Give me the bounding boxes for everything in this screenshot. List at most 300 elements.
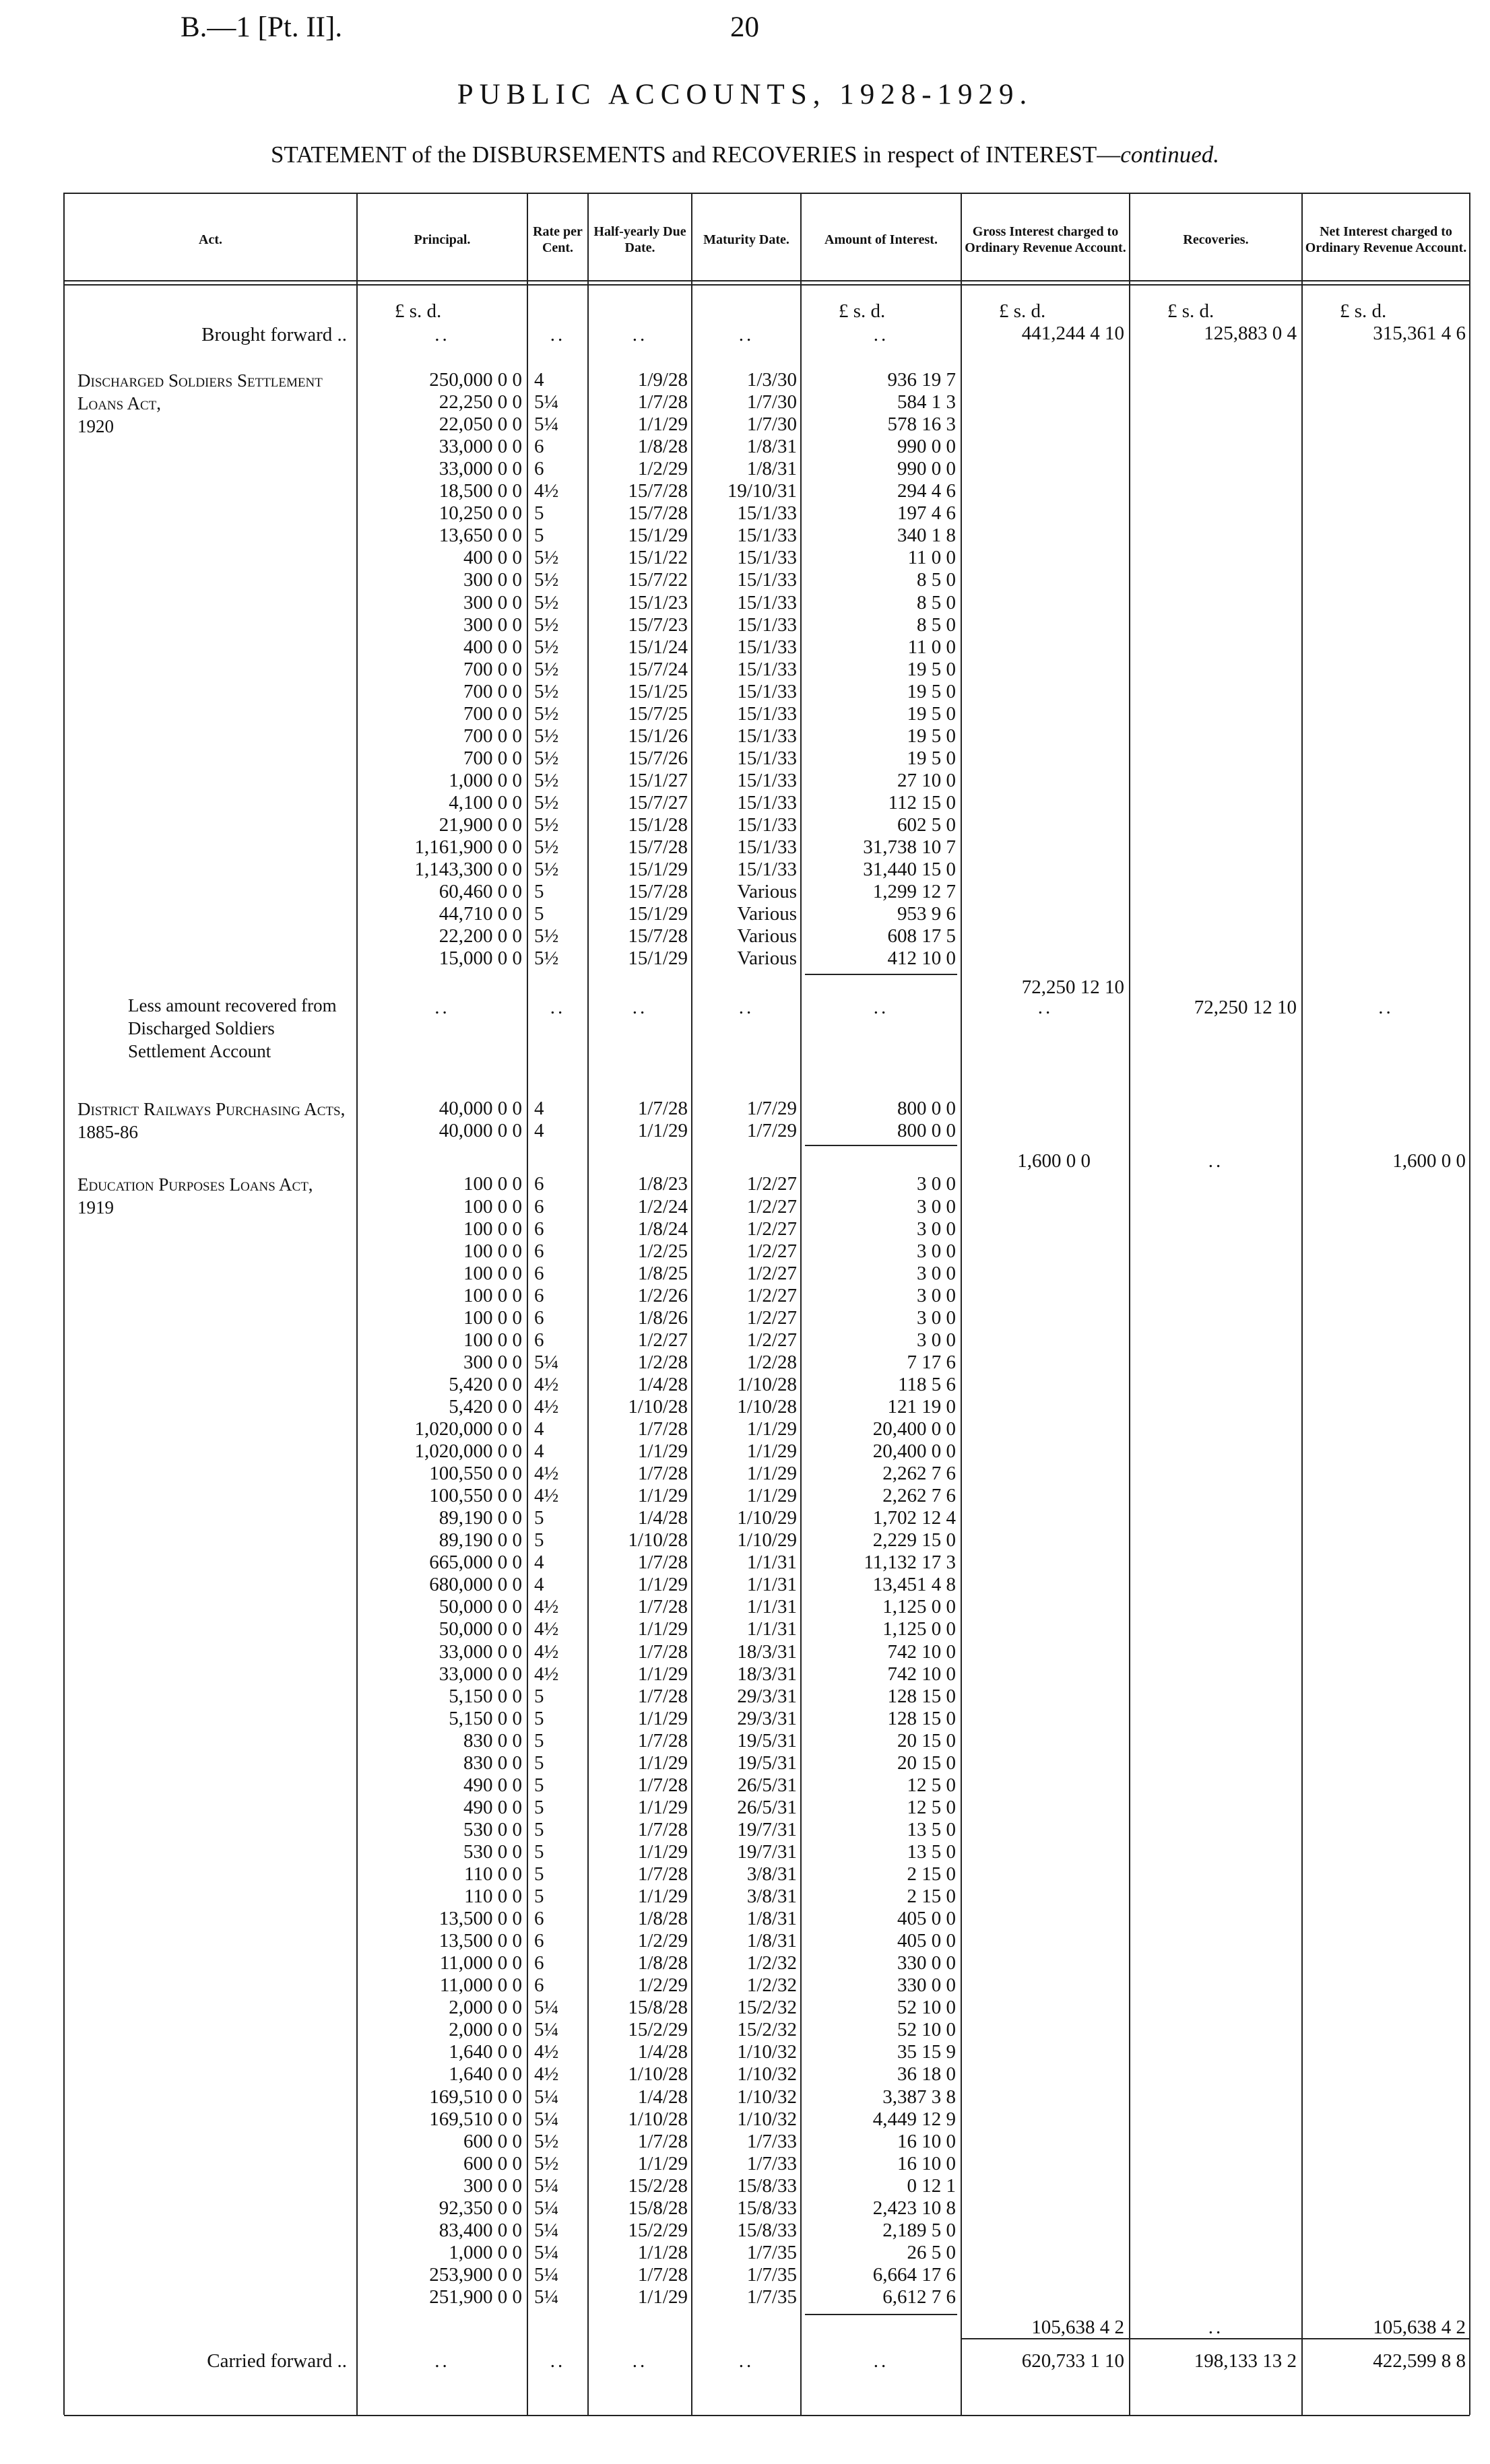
due-date-cell: 15/1/24 bbox=[628, 636, 688, 658]
rate-cell: 5½ bbox=[534, 2130, 559, 2152]
due-date-cell: 1/7/28 bbox=[637, 1685, 688, 1707]
section-gross-total: 105,638 4 2 bbox=[1031, 2317, 1124, 2338]
principal-cell: 5,150 0 0 bbox=[449, 1685, 522, 1707]
placeholder-dots: .. bbox=[434, 324, 450, 345]
interest-amount-cell: 2,262 7 6 bbox=[882, 1485, 956, 1507]
recoveries-dots: .. bbox=[1208, 2317, 1224, 2338]
column-header: Amount of Interest. bbox=[824, 232, 938, 247]
interest-amount-cell: 584 1 3 bbox=[897, 391, 956, 413]
rate-cell: 5¼ bbox=[534, 2108, 559, 2130]
due-date-cell: 1/8/23 bbox=[637, 1173, 688, 1195]
maturity-date-cell: 15/1/33 bbox=[737, 791, 797, 813]
maturity-date-cell: 1/7/30 bbox=[746, 391, 797, 413]
interest-amount-cell: 36 18 0 bbox=[897, 2063, 956, 2086]
rate-cell: 5 bbox=[534, 1774, 544, 1796]
row-rule bbox=[64, 280, 1470, 281]
due-date-cell: 15/7/28 bbox=[628, 925, 688, 947]
currency-units: £ s. d. bbox=[1167, 300, 1214, 322]
table-row bbox=[64, 1120, 1470, 1142]
table-row bbox=[64, 636, 1470, 659]
rate-cell: 4½ bbox=[534, 1596, 559, 1618]
maturity-date-cell: 1/1/29 bbox=[746, 1485, 797, 1507]
due-date-cell: 1/2/26 bbox=[637, 1284, 688, 1306]
principal-cell: 100,550 0 0 bbox=[429, 1463, 522, 1485]
principal-cell: 1,000 0 0 bbox=[449, 2241, 522, 2263]
principal-cell: 21,900 0 0 bbox=[439, 814, 522, 836]
section-net-total: 105,638 4 2 bbox=[1373, 2317, 1466, 2338]
principal-cell: 490 0 0 bbox=[463, 1796, 522, 1818]
rate-cell: 5½ bbox=[534, 2152, 559, 2174]
rate-cell: 5¼ bbox=[534, 2241, 559, 2263]
interest-amount-cell: 2 15 0 bbox=[907, 1886, 956, 1908]
table-row bbox=[64, 2086, 1470, 2108]
principal-cell: 680,000 0 0 bbox=[429, 1574, 522, 1596]
brought-forward-recoveries: 125,883 0 4 bbox=[1204, 323, 1297, 344]
maturity-date-cell: 1/8/31 bbox=[746, 1908, 797, 1930]
rate-cell: 6 bbox=[534, 1240, 544, 1262]
interest-table bbox=[64, 193, 1470, 2415]
maturity-date-cell: 19/5/31 bbox=[737, 1752, 797, 1774]
principal-cell: 530 0 0 bbox=[463, 1818, 522, 1840]
principal-cell: 89,190 0 0 bbox=[439, 1529, 522, 1552]
interest-amount-cell: 128 15 0 bbox=[887, 1707, 956, 1729]
rate-cell: 5¼ bbox=[534, 1997, 559, 2019]
principal-cell: 600 0 0 bbox=[463, 2152, 522, 2174]
table-row bbox=[64, 1797, 1470, 1819]
table-row bbox=[64, 1440, 1470, 1463]
rate-cell: 4½ bbox=[534, 1640, 559, 1663]
maturity-date-cell: 1/2/27 bbox=[746, 1284, 797, 1306]
table-row bbox=[64, 2153, 1470, 2175]
due-date-cell: 15/7/28 bbox=[628, 502, 688, 525]
interest-amount-cell: 19 5 0 bbox=[907, 680, 956, 702]
page-number: 20 bbox=[730, 11, 759, 43]
maturity-date-cell: 15/2/32 bbox=[737, 1997, 797, 2019]
principal-cell: 253,900 0 0 bbox=[429, 2263, 522, 2286]
subtotal-rule bbox=[805, 2314, 957, 2315]
table-row bbox=[64, 925, 1470, 947]
maturity-date-cell: 15/1/33 bbox=[737, 747, 797, 769]
brought-forward-label: Brought forward .. bbox=[201, 324, 347, 345]
interest-amount-cell: 3 0 0 bbox=[917, 1173, 956, 1195]
table-row bbox=[64, 1596, 1470, 1618]
interest-amount-cell: 128 15 0 bbox=[887, 1685, 956, 1707]
interest-amount-cell: 578 16 3 bbox=[887, 413, 956, 436]
header-rule-bottom bbox=[64, 284, 1470, 286]
principal-cell: 110 0 0 bbox=[464, 1886, 522, 1908]
interest-amount-cell: 405 0 0 bbox=[897, 1930, 956, 1952]
maturity-date-cell: 15/1/33 bbox=[737, 658, 797, 680]
interest-amount-cell: 3 0 0 bbox=[917, 1195, 956, 1218]
rate-cell: 5½ bbox=[534, 569, 559, 591]
table-row bbox=[64, 1997, 1470, 2019]
placeholder-dots: .. bbox=[550, 2350, 566, 2372]
due-date-cell: 1/1/29 bbox=[637, 1574, 688, 1596]
principal-cell: 1,143,300 0 0 bbox=[414, 859, 522, 881]
rate-cell: 4½ bbox=[534, 1618, 559, 1640]
rate-cell: 5 bbox=[534, 1729, 544, 1752]
principal-cell: 530 0 0 bbox=[463, 1840, 522, 1863]
interest-amount-cell: 800 0 0 bbox=[897, 1098, 956, 1120]
interest-amount-cell: 3 0 0 bbox=[917, 1306, 956, 1329]
column-header: Act. bbox=[199, 232, 222, 247]
interest-amount-cell: 4,449 12 9 bbox=[872, 2108, 956, 2130]
table-row bbox=[64, 2041, 1470, 2063]
principal-cell: 100,550 0 0 bbox=[429, 1485, 522, 1507]
rate-cell: 6 bbox=[534, 1284, 544, 1306]
due-date-cell: 15/7/27 bbox=[628, 791, 688, 813]
maturity-date-cell: 15/1/33 bbox=[737, 547, 797, 569]
table-row bbox=[64, 2131, 1470, 2153]
principal-cell: 490 0 0 bbox=[463, 1774, 522, 1796]
interest-amount-cell: 6,664 17 6 bbox=[872, 2263, 956, 2286]
principal-cell: 13,500 0 0 bbox=[439, 1930, 522, 1952]
table-row bbox=[64, 1418, 1470, 1440]
maturity-date-cell: 1/10/29 bbox=[737, 1529, 797, 1552]
maturity-date-cell: 1/8/31 bbox=[746, 458, 797, 480]
due-date-cell: 15/7/22 bbox=[628, 569, 688, 591]
table-row bbox=[64, 547, 1470, 569]
principal-cell: 1,640 0 0 bbox=[449, 2041, 522, 2063]
rate-cell: 5½ bbox=[534, 747, 559, 769]
statement-subtitle bbox=[0, 141, 1490, 168]
maturity-date-cell: 15/1/33 bbox=[737, 702, 797, 725]
table-row bbox=[64, 1240, 1470, 1263]
maturity-date-cell: 29/3/31 bbox=[737, 1707, 797, 1729]
table-row bbox=[64, 614, 1470, 636]
section-net-total: 1,600 0 0 bbox=[1392, 1150, 1466, 1172]
maturity-date-cell: 1/3/30 bbox=[746, 369, 797, 391]
row-rule bbox=[64, 193, 1470, 194]
principal-cell: 100 0 0 bbox=[463, 1306, 522, 1329]
maturity-date-cell: 1/2/27 bbox=[746, 1306, 797, 1329]
table-row bbox=[64, 1841, 1470, 1863]
rate-cell: 5¼ bbox=[534, 391, 559, 413]
rate-cell: 5¼ bbox=[534, 1351, 559, 1373]
maturity-date-cell: 26/5/31 bbox=[737, 1774, 797, 1796]
interest-amount-cell: 12 5 0 bbox=[907, 1796, 956, 1818]
interest-amount-cell: 1,299 12 7 bbox=[872, 881, 956, 903]
maturity-date-cell: 15/1/33 bbox=[737, 613, 797, 636]
rate-cell: 4½ bbox=[534, 1663, 559, 1685]
maturity-date-cell: 15/1/33 bbox=[737, 502, 797, 525]
maturity-date-cell: 1/1/31 bbox=[746, 1574, 797, 1596]
maturity-date-cell: 15/8/33 bbox=[737, 2197, 797, 2219]
placeholder-dots: .. bbox=[434, 997, 450, 1019]
principal-cell: 40,000 0 0 bbox=[439, 1120, 522, 1142]
principal-cell: 1,640 0 0 bbox=[449, 2063, 522, 2086]
interest-amount-cell: 990 0 0 bbox=[897, 436, 956, 458]
interest-amount-cell: 2,262 7 6 bbox=[882, 1463, 956, 1485]
principal-cell: 5,150 0 0 bbox=[449, 1707, 522, 1729]
column-header: Gross Interest charged to Ordinary Revenue Account. bbox=[965, 224, 1126, 255]
due-date-cell: 15/1/28 bbox=[628, 814, 688, 836]
due-date-cell: 1/1/29 bbox=[637, 2286, 688, 2308]
due-date-cell: 1/7/28 bbox=[637, 1774, 688, 1796]
table-row bbox=[64, 1686, 1470, 1708]
table-row bbox=[64, 1285, 1470, 1307]
interest-amount-cell: 6,612 7 6 bbox=[882, 2286, 956, 2308]
maturity-date-cell: 15/1/33 bbox=[737, 525, 797, 547]
due-date-cell: 1/7/28 bbox=[637, 1863, 688, 1885]
interest-amount-cell: 11,132 17 3 bbox=[864, 1552, 956, 1574]
maturity-date-cell: 1/8/31 bbox=[746, 436, 797, 458]
due-date-cell: 1/1/29 bbox=[637, 1618, 688, 1640]
table-row bbox=[64, 1529, 1470, 1552]
interest-amount-cell: 936 19 7 bbox=[887, 369, 956, 391]
interest-amount-cell: 1,125 0 0 bbox=[882, 1596, 956, 1618]
column-header: Net Interest charged to Ordinary Revenue Account. bbox=[1305, 224, 1467, 255]
interest-amount-cell: 13 5 0 bbox=[907, 1840, 956, 1863]
principal-cell: 1,020,000 0 0 bbox=[414, 1418, 522, 1440]
rate-cell: 5 bbox=[534, 1707, 544, 1729]
principal-cell: 830 0 0 bbox=[463, 1729, 522, 1752]
interest-amount-cell: 953 9 6 bbox=[897, 903, 956, 925]
table-row bbox=[64, 1708, 1470, 1730]
due-date-cell: 15/1/29 bbox=[628, 525, 688, 547]
interest-amount-cell: 8 5 0 bbox=[917, 613, 956, 636]
rate-cell: 6 bbox=[534, 1173, 544, 1195]
table-row bbox=[64, 569, 1470, 591]
rate-cell: 5 bbox=[534, 1685, 544, 1707]
principal-cell: 50,000 0 0 bbox=[439, 1596, 522, 1618]
principal-cell: 1,000 0 0 bbox=[449, 769, 522, 791]
principal-cell: 33,000 0 0 bbox=[439, 458, 522, 480]
table-row bbox=[64, 480, 1470, 502]
recoveries-dots: .. bbox=[1208, 1150, 1224, 1172]
rate-cell: 4 bbox=[534, 1574, 544, 1596]
interest-amount-cell: 2,229 15 0 bbox=[872, 1529, 956, 1552]
principal-cell: 300 0 0 bbox=[463, 591, 522, 613]
rate-cell: 6 bbox=[534, 436, 544, 458]
table-row bbox=[64, 1173, 1470, 1195]
table-row bbox=[64, 770, 1470, 792]
maturity-date-cell: 1/10/28 bbox=[737, 1373, 797, 1395]
maturity-date-cell: 1/7/33 bbox=[746, 2130, 797, 2152]
due-date-cell: 1/7/28 bbox=[637, 1640, 688, 1663]
maturity-date-cell: 15/1/33 bbox=[737, 769, 797, 791]
due-date-cell: 1/4/28 bbox=[637, 1373, 688, 1395]
principal-cell: 13,500 0 0 bbox=[439, 1908, 522, 1930]
due-date-cell: 1/1/29 bbox=[637, 1796, 688, 1818]
maturity-date-cell: Various bbox=[737, 925, 797, 947]
placeholder-dots: .. bbox=[550, 324, 566, 345]
maturity-date-cell: Various bbox=[737, 903, 797, 925]
rate-cell: 5½ bbox=[534, 947, 559, 970]
rate-cell: 6 bbox=[534, 1952, 544, 1974]
placeholder-dots: .. bbox=[873, 2350, 889, 2372]
rate-cell: 4½ bbox=[534, 2041, 559, 2063]
rate-cell: 5½ bbox=[534, 547, 559, 569]
due-date-cell: 1/1/29 bbox=[637, 1485, 688, 1507]
principal-cell: 100 0 0 bbox=[463, 1329, 522, 1351]
maturity-date-cell: 1/2/27 bbox=[746, 1218, 797, 1240]
table-row bbox=[64, 747, 1470, 770]
table-row bbox=[64, 458, 1470, 480]
interest-amount-cell: 19 5 0 bbox=[907, 747, 956, 769]
column-header: Principal. bbox=[414, 232, 471, 247]
rate-cell: 5¼ bbox=[534, 2263, 559, 2286]
carried-forward-recoveries: 198,133 13 2 bbox=[1194, 2350, 1297, 2372]
due-date-cell: 1/8/28 bbox=[637, 436, 688, 458]
principal-cell: 11,000 0 0 bbox=[439, 1952, 522, 1974]
principal-cell: 22,250 0 0 bbox=[439, 391, 522, 413]
principal-cell: 22,200 0 0 bbox=[439, 925, 522, 947]
interest-amount-cell: 0 12 1 bbox=[907, 2174, 956, 2197]
interest-amount-cell: 3 0 0 bbox=[917, 1240, 956, 1262]
interest-amount-cell: 800 0 0 bbox=[897, 1120, 956, 1142]
table-row bbox=[64, 1218, 1470, 1240]
interest-amount-cell: 742 10 0 bbox=[887, 1663, 956, 1685]
principal-cell: 100 0 0 bbox=[463, 1240, 522, 1262]
currency-units: £ s. d. bbox=[395, 300, 442, 322]
recovered-amount: 72,250 12 10 bbox=[1194, 997, 1297, 1019]
rate-cell: 4½ bbox=[534, 1373, 559, 1395]
interest-amount-cell: 294 4 6 bbox=[897, 480, 956, 502]
maturity-date-cell: 1/1/29 bbox=[746, 1440, 797, 1463]
placeholder-dots: .. bbox=[632, 2350, 648, 2372]
rate-cell: 5½ bbox=[534, 680, 559, 702]
rate-cell: 5½ bbox=[534, 836, 559, 859]
table-row bbox=[64, 1374, 1470, 1396]
principal-cell: 15,000 0 0 bbox=[439, 947, 522, 970]
rate-cell: 6 bbox=[534, 1930, 544, 1952]
table-row bbox=[64, 502, 1470, 525]
interest-amount-cell: 11 0 0 bbox=[907, 547, 956, 569]
table-row bbox=[64, 1908, 1470, 1930]
table-row bbox=[64, 1663, 1470, 1686]
due-date-cell: 1/10/28 bbox=[628, 1529, 688, 1552]
table-row bbox=[64, 369, 1470, 391]
interest-amount-cell: 2,189 5 0 bbox=[882, 2219, 956, 2241]
maturity-date-cell: 1/1/31 bbox=[746, 1596, 797, 1618]
table-row bbox=[64, 2063, 1470, 2086]
interest-amount-cell: 52 10 0 bbox=[897, 1997, 956, 2019]
section-totals bbox=[64, 1150, 1470, 1172]
interest-amount-cell: 330 0 0 bbox=[897, 1974, 956, 1997]
due-date-cell: 1/10/28 bbox=[628, 2063, 688, 2086]
interest-amount-cell: 118 5 6 bbox=[898, 1373, 956, 1395]
due-date-cell: 1/8/28 bbox=[637, 1908, 688, 1930]
currency-units: £ s. d. bbox=[839, 300, 886, 322]
interest-amount-cell: 13 5 0 bbox=[907, 1818, 956, 1840]
due-date-cell: 15/7/28 bbox=[628, 836, 688, 859]
interest-amount-cell: 412 10 0 bbox=[887, 947, 956, 970]
row-rule bbox=[64, 2415, 1470, 2416]
interest-amount-cell: 8 5 0 bbox=[917, 569, 956, 591]
interest-amount-cell: 20 15 0 bbox=[897, 1729, 956, 1752]
maturity-date-cell: Various bbox=[737, 881, 797, 903]
principal-cell: 300 0 0 bbox=[463, 1351, 522, 1373]
due-date-cell: 15/1/22 bbox=[628, 547, 688, 569]
rate-cell: 6 bbox=[534, 1218, 544, 1240]
principal-cell: 4,100 0 0 bbox=[449, 791, 522, 813]
due-date-cell: 1/7/28 bbox=[637, 2263, 688, 2286]
principal-cell: 44,710 0 0 bbox=[439, 903, 522, 925]
maturity-date-cell: 1/2/27 bbox=[746, 1240, 797, 1262]
maturity-date-cell: 1/7/30 bbox=[746, 413, 797, 436]
rate-cell: 5¼ bbox=[534, 2019, 559, 2041]
principal-cell: 300 0 0 bbox=[463, 2174, 522, 2197]
principal-cell: 300 0 0 bbox=[463, 569, 522, 591]
rate-cell: 5¼ bbox=[534, 2286, 559, 2308]
due-date-cell: 1/4/28 bbox=[637, 1507, 688, 1529]
maturity-date-cell: 1/1/31 bbox=[746, 1552, 797, 1574]
interest-amount-cell: 16 10 0 bbox=[897, 2152, 956, 2174]
maturity-date-cell: 3/8/31 bbox=[746, 1886, 797, 1908]
interest-amount-cell: 19 5 0 bbox=[907, 702, 956, 725]
principal-cell: 22,050 0 0 bbox=[439, 413, 522, 436]
table-row bbox=[64, 859, 1470, 881]
rate-cell: 5 bbox=[534, 1818, 544, 1840]
rate-cell: 6 bbox=[534, 458, 544, 480]
brought-forward-net: 315,361 4 6 bbox=[1373, 323, 1466, 344]
maturity-date-cell: 18/3/31 bbox=[737, 1640, 797, 1663]
due-date-cell: 15/2/29 bbox=[628, 2019, 688, 2041]
due-date-cell: 1/1/29 bbox=[637, 1440, 688, 1463]
principal-cell: 400 0 0 bbox=[463, 547, 522, 569]
maturity-date-cell: 1/10/32 bbox=[737, 2041, 797, 2063]
interest-amount-cell: 19 5 0 bbox=[907, 658, 956, 680]
principal-cell: 18,500 0 0 bbox=[439, 480, 522, 502]
placeholder-dots: .. bbox=[873, 997, 889, 1019]
principal-cell: 13,650 0 0 bbox=[439, 525, 522, 547]
table-row bbox=[64, 1574, 1470, 1596]
principal-cell: 33,000 0 0 bbox=[439, 1663, 522, 1685]
interest-amount-cell: 26 5 0 bbox=[907, 2241, 956, 2263]
subtitle-main: STATEMENT of the DISBURSEMENTS and RECOVERIES in respect of INTEREST— bbox=[270, 141, 1121, 168]
table-row bbox=[64, 525, 1470, 547]
rate-cell: 5½ bbox=[534, 925, 559, 947]
placeholder-dots: .. bbox=[632, 997, 648, 1019]
table-row bbox=[64, 1307, 1470, 1329]
interest-amount-cell: 27 10 0 bbox=[897, 769, 956, 791]
interest-amount-cell: 742 10 0 bbox=[887, 1640, 956, 1663]
maturity-date-cell: 1/2/27 bbox=[746, 1329, 797, 1351]
principal-cell: 92,350 0 0 bbox=[439, 2197, 522, 2219]
interest-amount-cell: 340 1 8 bbox=[897, 525, 956, 547]
due-date-cell: 1/2/28 bbox=[637, 1351, 688, 1373]
maturity-date-cell: 1/8/31 bbox=[746, 1930, 797, 1952]
rate-cell: 5½ bbox=[534, 725, 559, 747]
interest-amount-cell: 12 5 0 bbox=[907, 1774, 956, 1796]
rate-cell: 6 bbox=[534, 1908, 544, 1930]
interest-amount-cell: 11 0 0 bbox=[907, 636, 956, 658]
due-date-cell: 15/1/23 bbox=[628, 591, 688, 613]
maturity-date-cell: 1/7/29 bbox=[746, 1120, 797, 1142]
table-row bbox=[64, 792, 1470, 814]
table-row bbox=[64, 391, 1470, 413]
maturity-date-cell: 3/8/31 bbox=[746, 1863, 797, 1885]
maturity-date-cell: 15/1/33 bbox=[737, 680, 797, 702]
due-date-cell: 1/1/29 bbox=[637, 1663, 688, 1685]
due-date-cell: 1/8/26 bbox=[637, 1306, 688, 1329]
principal-cell: 250,000 0 0 bbox=[429, 369, 522, 391]
maturity-date-cell: 1/10/29 bbox=[737, 1507, 797, 1529]
placeholder-dots: .. bbox=[738, 324, 754, 345]
due-date-cell: 1/8/25 bbox=[637, 1262, 688, 1284]
due-date-cell: 15/1/27 bbox=[628, 769, 688, 791]
due-date-cell: 1/1/29 bbox=[637, 1886, 688, 1908]
maturity-date-cell: 19/7/31 bbox=[737, 1840, 797, 1863]
subtitle-continued: continued. bbox=[1120, 141, 1220, 168]
maturity-date-cell: 1/7/35 bbox=[746, 2263, 797, 2286]
principal-cell: 33,000 0 0 bbox=[439, 1640, 522, 1663]
maturity-date-cell: 1/1/31 bbox=[746, 1618, 797, 1640]
column-header: Half-yearly Due Date. bbox=[593, 224, 686, 255]
principal-cell: 100 0 0 bbox=[463, 1284, 522, 1306]
due-date-cell: 15/1/25 bbox=[628, 680, 688, 702]
